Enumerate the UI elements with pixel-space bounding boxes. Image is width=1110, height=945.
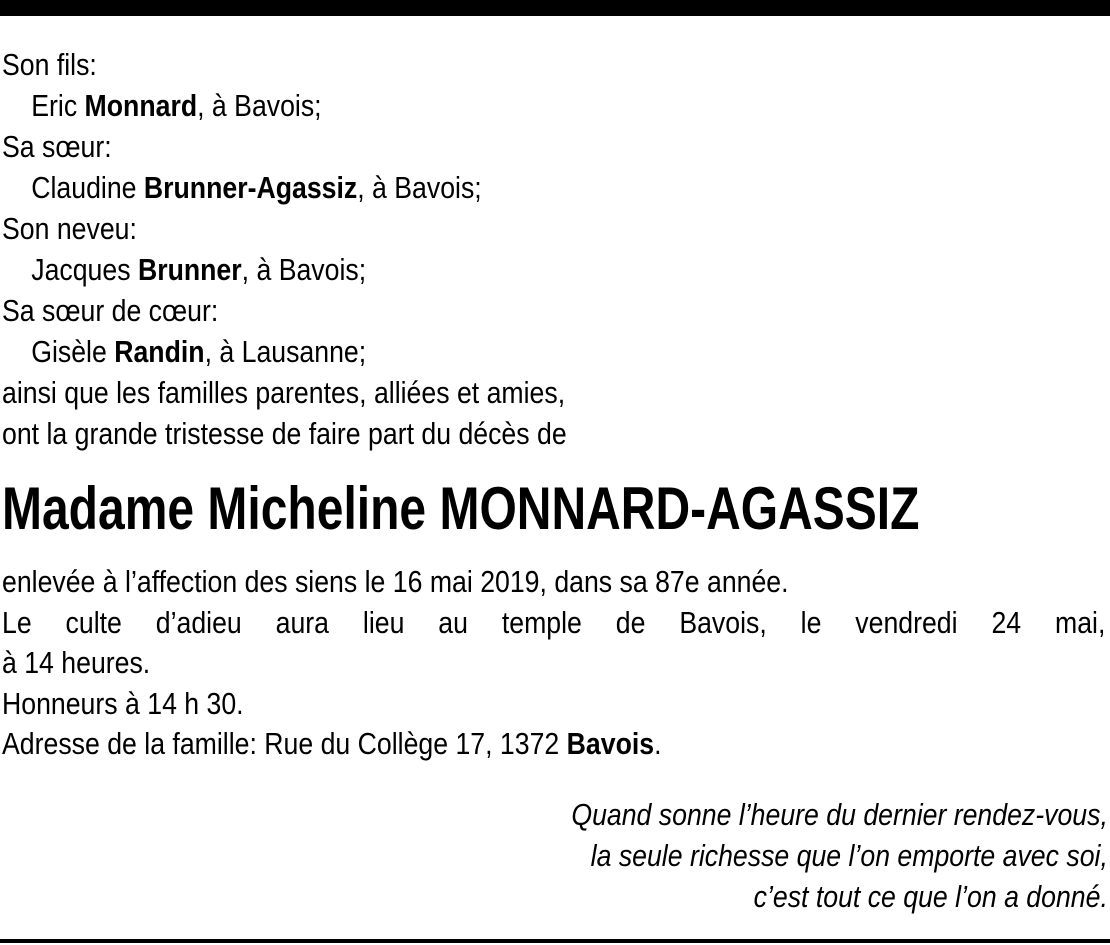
family-address xyxy=(2,724,1105,765)
nephew-label: Son neveu: xyxy=(2,211,137,246)
sister-last-name: Brunner-Agassiz xyxy=(143,170,358,205)
heart-sister-entry xyxy=(2,331,948,372)
quote-line-3: c’est tout ce que l’on a donné. xyxy=(753,879,1108,914)
service-line: Le culte d’adieu aura lieu au temple de Bavois, le vendredi 24 mai, xyxy=(2,604,1106,640)
son-first-name: Eric xyxy=(31,88,85,123)
heart-sister-last-name: Randin xyxy=(114,334,205,369)
sister-entry xyxy=(2,167,948,208)
nephew-entry xyxy=(2,249,948,290)
service-time-line: à 14 heures. xyxy=(2,645,151,680)
death-notice-line: enlevée à l’affection des siens le 16 mai 2019, dans sa 87e année. xyxy=(2,564,789,599)
heart-sister-label: Sa sœur de cœur: xyxy=(2,293,219,328)
son-entry xyxy=(2,85,948,126)
quote-line-1: Quand sonne l’heure du dernier rendez-vous, xyxy=(571,797,1108,832)
heart-sister-first-name: Gisèle xyxy=(31,334,115,369)
announcement-line: ont la grande tristesse de faire part du décès de xyxy=(2,416,567,451)
nephew-last-name: Brunner xyxy=(137,252,242,287)
sister-place: , à Bavois; xyxy=(357,170,482,205)
sister-first-name: Claudine xyxy=(31,170,144,205)
address-town: Bavois xyxy=(566,726,655,761)
honours-line: Honneurs à 14 h 30. xyxy=(2,685,244,721)
son-label: Son fils: xyxy=(2,47,97,82)
top-border-rule xyxy=(0,0,1110,16)
quote-line-2: la seule richesse que l’on emporte avec soi, xyxy=(590,838,1108,873)
address-suffix: . xyxy=(654,726,662,761)
bottom-border-rule xyxy=(0,939,1110,943)
nephew-place: , à Bavois; xyxy=(241,252,367,287)
heart-sister-place: , à Lausanne; xyxy=(204,334,367,369)
family-list xyxy=(2,44,948,454)
sister-label: Sa sœur: xyxy=(2,129,112,164)
service-details xyxy=(2,562,1105,765)
nephew-first-name: Jacques xyxy=(31,252,138,287)
deceased-name-heading: Madame Micheline MONNARD-AGASSIZ xyxy=(2,475,920,542)
address-prefix: Adresse de la famille: Rue du Collège 17, 1372 xyxy=(2,726,567,761)
son-last-name: Monnard xyxy=(84,88,198,123)
son-place: , à Bavois; xyxy=(197,88,322,123)
families-line: ainsi que les familles parentes, alliées et amies, xyxy=(2,375,566,410)
closing-quote xyxy=(571,794,1108,917)
